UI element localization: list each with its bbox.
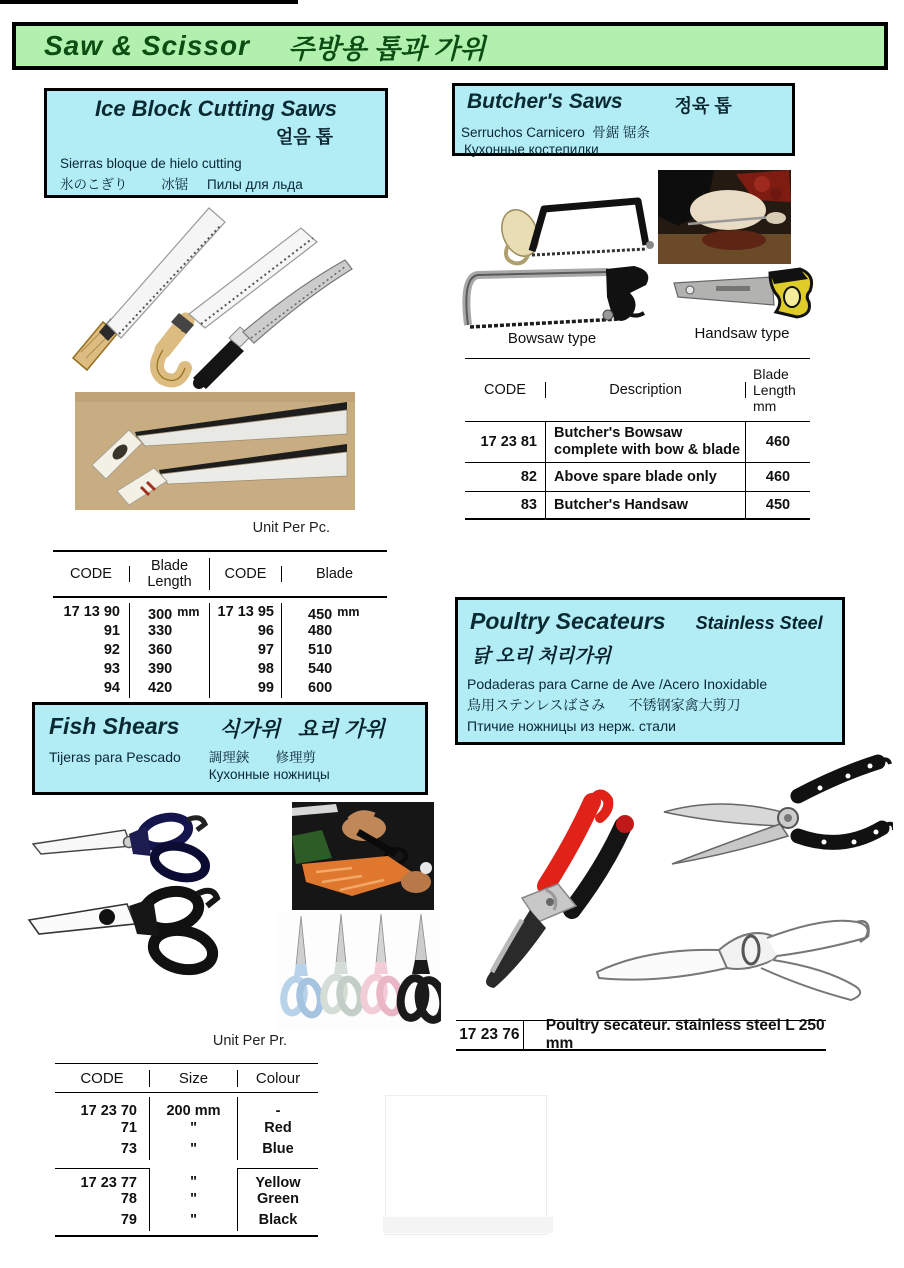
section-header-butchers-saws bbox=[452, 83, 795, 156]
stainless-shear-illustration bbox=[585, 898, 885, 1016]
butcher-col-code: CODE bbox=[465, 382, 546, 398]
bowsaw-type-caption: Bowsaw type bbox=[507, 330, 597, 347]
page-title-banner bbox=[12, 22, 888, 70]
table-row: 17 13 90 300 mm 17 13 95 450 mm bbox=[53, 603, 387, 622]
table-row: 71 " Red bbox=[55, 1118, 318, 1139]
section-header-ice-block-saws bbox=[44, 88, 388, 198]
fish-unit-label: Unit Per Pr. bbox=[212, 1033, 287, 1049]
small-bowsaw-illustration bbox=[488, 193, 666, 275]
ice-col-code: CODE bbox=[53, 566, 130, 582]
fish-subtitle-spanish: Tijeras para Pescado bbox=[49, 749, 181, 765]
table-row: 83 Butcher's Handsaw 450 bbox=[465, 492, 810, 520]
fish-col-colour: Colour bbox=[255, 1069, 301, 1087]
handsaw-type-caption: Handsaw type bbox=[694, 325, 790, 342]
fish-col-code: CODE bbox=[55, 1070, 150, 1087]
ice-section-subtitle-multilang: 氷のこぎり 冰锯 Пилы для льда bbox=[60, 177, 303, 192]
table-row: 17 23 81 Butcher's Bowsaw complete with bow & blade 460 bbox=[465, 422, 810, 463]
page-title: Saw & Scissor bbox=[44, 30, 250, 61]
fish-section-title-korean: 식가위 요리 가위 bbox=[219, 718, 385, 741]
butcher-col-description: Description bbox=[546, 382, 746, 398]
poultry-section-title: Poultry Secateurs bbox=[470, 608, 666, 634]
poultry-row-description: Poultry secateur. stainless steel L 250 mm bbox=[545, 1017, 825, 1052]
table-row: 17 23 70 200 mm - bbox=[55, 1093, 318, 1118]
poultry-shears-illustration bbox=[648, 750, 893, 908]
table-row: 93 390 98 540 bbox=[53, 660, 387, 679]
butcher-subtitle-spanish-cjk: Serruchos Carnicero 骨鋸 锯条 bbox=[461, 125, 651, 140]
ice-col-blade-length: Blade Length bbox=[130, 558, 210, 590]
butcher-table-header-row bbox=[465, 358, 810, 422]
poultry-row-code: 17 23 76 bbox=[456, 1021, 524, 1049]
butcher-subtitle-russian: Кухонные костепилки bbox=[464, 142, 599, 157]
blank-placeholder-shadow bbox=[383, 1217, 553, 1233]
poultry-subtitle-spanish: Podaderas para Carne de Ave /Acero Inoxidable bbox=[467, 676, 768, 692]
butchers-saws-table bbox=[465, 358, 810, 520]
table-row: 79 " Black bbox=[55, 1210, 318, 1235]
fish-table-header-row bbox=[55, 1063, 318, 1093]
fish-subtitle-cjk: 調理鋏 修理剪 bbox=[208, 750, 317, 765]
table-row: 82 Above spare blade only 460 bbox=[465, 463, 810, 492]
fish-section-title: Fish Shears bbox=[49, 713, 180, 739]
ice-unit-label: Unit Per Pc. bbox=[252, 520, 330, 536]
fish-shears-illustration bbox=[25, 800, 265, 990]
ice-col-blade: Blade bbox=[315, 566, 354, 582]
handsaw-illustration bbox=[670, 265, 818, 323]
butchery-photo bbox=[658, 170, 791, 264]
ice-section-title: Ice Block Cutting Saws bbox=[94, 96, 338, 121]
fish-col-size: Size bbox=[150, 1070, 238, 1087]
colour-scissors-photo bbox=[277, 912, 441, 1030]
poultry-section-subtitle-steel: Stainless Steel bbox=[695, 613, 823, 633]
ice-section-subtitle-spanish: Sierras bloque de hielo cutting bbox=[60, 156, 242, 171]
poultry-subtitle-cjk: 鳥用ステンレスばさみ 不锈钢家禽大剪刀 bbox=[467, 697, 741, 713]
scan-artifact-line bbox=[0, 0, 298, 4]
table-row: 78 " Green bbox=[55, 1189, 318, 1210]
fish-shears-table bbox=[55, 1063, 318, 1237]
poultry-subtitle-russian: Птичие ножницы из нерж. стали bbox=[467, 718, 676, 734]
table-row: 94 420 99 600 bbox=[53, 679, 387, 698]
fish-cutting-photo bbox=[292, 802, 434, 910]
section-header-fish-shears bbox=[32, 702, 428, 795]
page-title-korean: 주방용 톱과 가위 bbox=[287, 33, 486, 64]
ice-col-code2: CODE bbox=[210, 566, 282, 582]
ice-section-title-korean: 얼음 톱 bbox=[275, 127, 333, 147]
poultry-section-title-korean: 닭 오리 처리가위 bbox=[472, 646, 612, 667]
blank-image-placeholder bbox=[385, 1095, 547, 1235]
large-bowsaw-illustration bbox=[456, 265, 674, 335]
ice-table-header-row bbox=[53, 550, 387, 598]
ice-saws-illustration bbox=[55, 200, 440, 390]
ice-saws-photo bbox=[75, 392, 355, 510]
fish-subtitle-russian: Кухонные ножницы bbox=[208, 767, 330, 782]
table-row: 91 330 96 480 bbox=[53, 622, 387, 641]
ice-saws-table bbox=[53, 550, 387, 706]
butcher-section-title: Butcher's Saws bbox=[467, 90, 623, 113]
poultry-secateurs-table bbox=[456, 1017, 826, 1052]
table-row: 73 " Blue bbox=[55, 1139, 318, 1164]
section-header-poultry-secateurs bbox=[455, 597, 845, 745]
butcher-section-title-korean: 정육 톱 bbox=[674, 96, 732, 116]
table-row: 92 360 97 510 bbox=[53, 641, 387, 660]
table-row: 17 23 77 " Yellow bbox=[55, 1164, 318, 1189]
butcher-col-blade-length: Blade Length mm bbox=[753, 366, 796, 414]
